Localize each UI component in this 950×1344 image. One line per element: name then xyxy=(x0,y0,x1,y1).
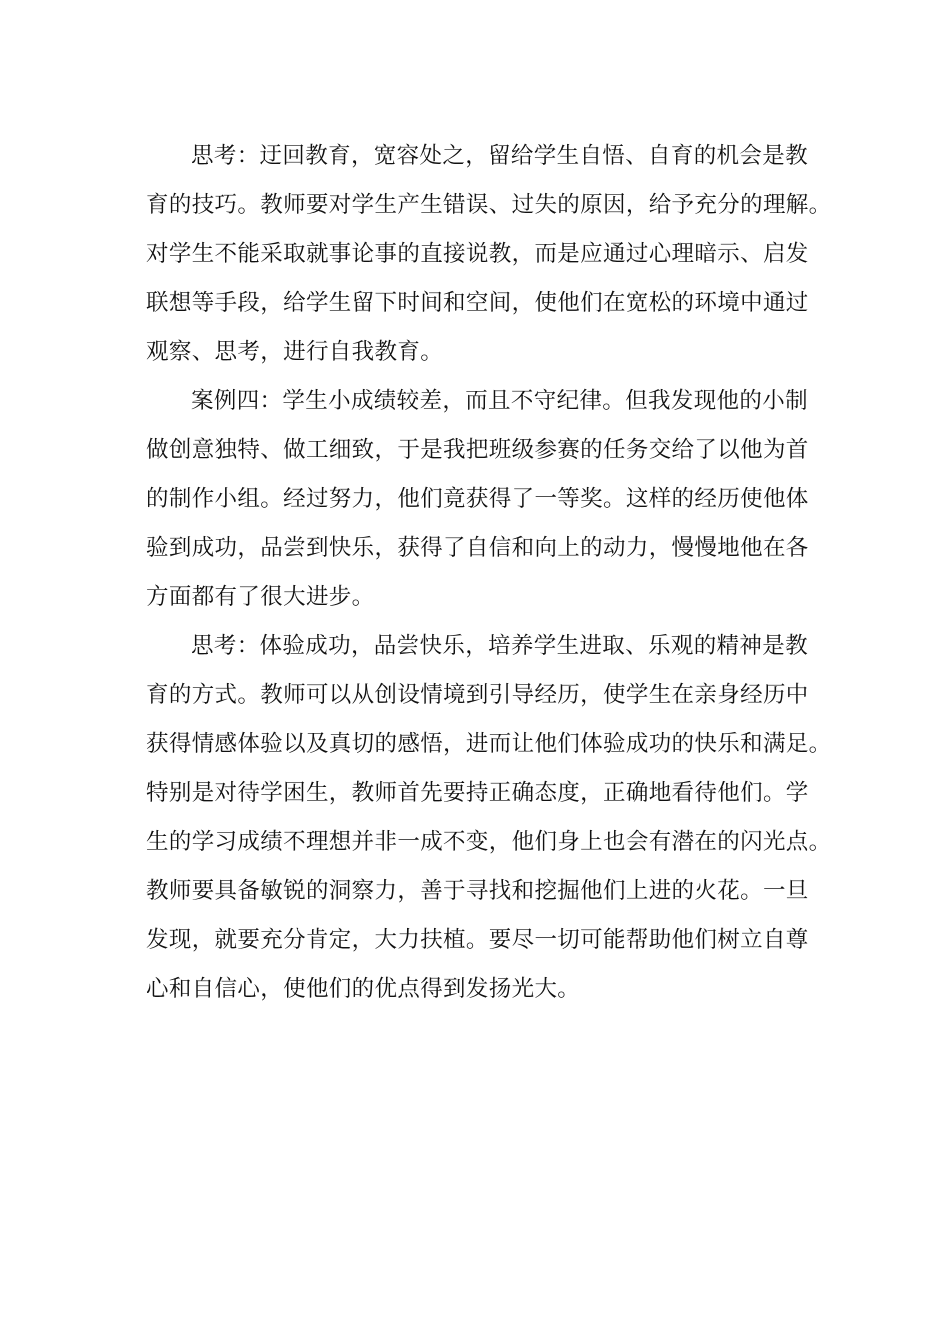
paragraph-2 xyxy=(146,377,836,622)
text-line: 思考：体验成功，品尝快乐，培养学生进取、乐观的精神是教 xyxy=(191,633,808,659)
text-line: 发现，就要充分肯定，大力扶植。要尽一切可能帮助他们树立自尊 xyxy=(146,927,809,953)
text-line: 案例四：学生小成绩较差，而且不守纪律。但我发现他的小制 xyxy=(191,388,808,414)
paragraph-3 xyxy=(146,622,836,1014)
text-line: 观察、思考，进行自我教育。 xyxy=(146,339,444,365)
text-line: 特别是对待学困生，教师首先要持正确态度，正确地看待他们。学 xyxy=(146,780,809,806)
text-line: 对学生不能采取就事论事的直接说教，而是应通过心理暗示、启发 xyxy=(146,241,809,267)
text-line: 生的学习成绩不理想并非一成不变，他们身上也会有潜在的闪光点。 xyxy=(146,829,832,855)
document-page xyxy=(146,132,836,1014)
text-line: 联想等手段，给学生留下时间和空间，使他们在宽松的环境中通过 xyxy=(146,290,809,316)
text-line: 做创意独特、做工细致，于是我把班级参赛的任务交给了以他为首 xyxy=(146,437,809,463)
text-line: 验到成功，品尝到快乐，获得了自信和向上的动力，慢慢地他在各 xyxy=(146,535,809,561)
text-line: 的制作小组。经过努力，他们竟获得了一等奖。这样的经历使他体 xyxy=(146,486,809,512)
text-line: 育的方式。教师可以从创设情境到引导经历，使学生在亲身经历中 xyxy=(146,682,809,708)
text-line: 思考：迂回教育，宽容处之，留给学生自悟、自育的机会是教 xyxy=(191,143,808,169)
text-line: 教师要具备敏锐的洞察力，善于寻找和挖掘他们上进的火花。一旦 xyxy=(146,878,809,904)
text-line: 育的技巧。教师要对学生产生错误、过失的原因，给予充分的理解。 xyxy=(146,192,832,218)
text-line: 方面都有了很大进步。 xyxy=(146,584,375,610)
text-line: 获得情感体验以及真切的感悟，进而让他们体验成功的快乐和满足。 xyxy=(146,731,832,757)
text-line: 心和自信心，使他们的优点得到发扬光大。 xyxy=(146,976,581,1002)
paragraph-1 xyxy=(146,132,836,377)
